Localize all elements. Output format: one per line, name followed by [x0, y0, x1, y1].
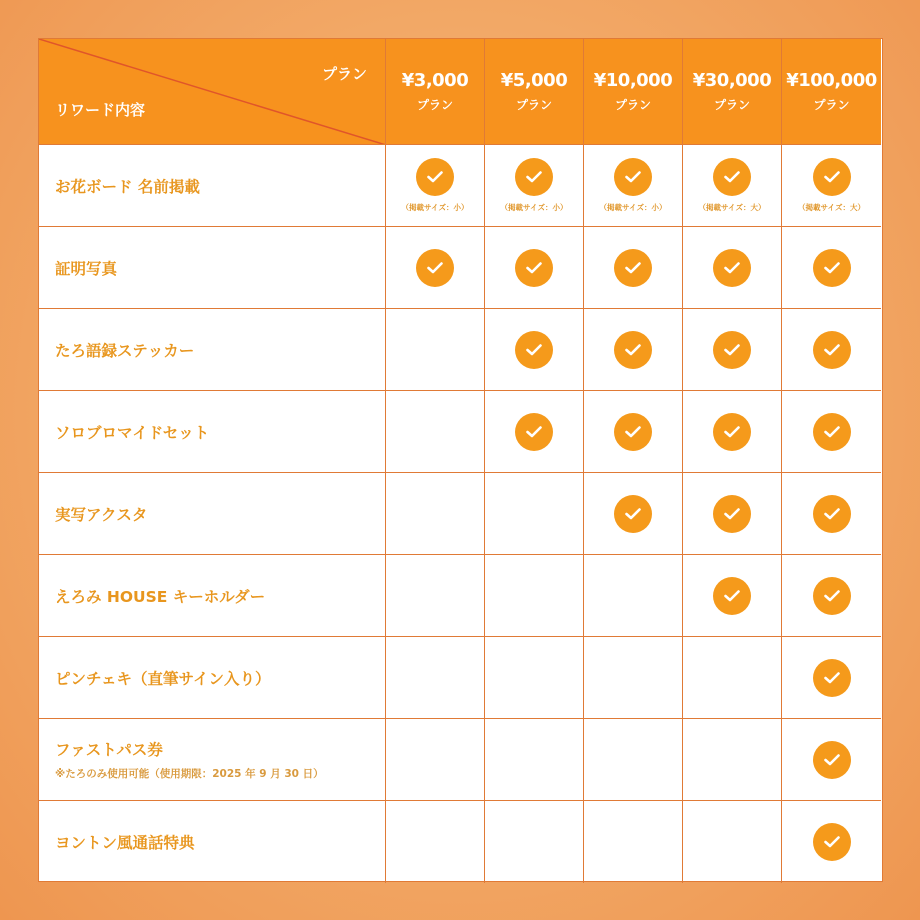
plan-cell: [485, 391, 584, 473]
plan-cell: [386, 473, 485, 555]
plan-cell: [386, 801, 485, 883]
check-circle-icon: [713, 331, 751, 369]
check-circle-icon: [416, 249, 454, 287]
check-circle-icon: [813, 577, 851, 615]
plan-price: ¥100,000: [786, 69, 877, 91]
plan-label: プラン: [416, 97, 453, 112]
reward-item: [39, 801, 386, 883]
plan-cell: [782, 309, 881, 391]
size-note: （掲載サイズ：大）: [698, 203, 766, 212]
plan-label: プラン: [713, 97, 750, 112]
plan-cell: [683, 637, 782, 719]
plan-cell: [386, 555, 485, 637]
plan-cell: [683, 145, 782, 227]
reward-name: ピンチェキ（直筆サイン入り）: [55, 669, 271, 688]
reward-item: [39, 391, 386, 473]
reward-plan-table: [38, 38, 883, 882]
reward-item: [39, 719, 386, 801]
plan-price: ¥30,000: [692, 69, 772, 91]
plan-cell: [386, 637, 485, 719]
check-circle-icon: [515, 331, 553, 369]
reward-item: [39, 637, 386, 719]
check-circle-icon: [813, 158, 851, 196]
check-circle-icon: [713, 249, 751, 287]
plan-cell: [386, 227, 485, 309]
plan-cell: [485, 145, 584, 227]
reward-note: ※たろのみ使用可能（使用期限：2025 年 9 月 30 日）: [55, 768, 324, 780]
size-note: （掲載サイズ：大）: [798, 203, 865, 212]
plan-cell: [782, 145, 881, 227]
plan-header-3: [584, 39, 683, 145]
plan-cell: [683, 473, 782, 555]
check-circle-icon: [614, 331, 652, 369]
plan-header-1: [386, 39, 485, 145]
check-circle-icon: [813, 495, 851, 533]
plan-cell: [584, 145, 683, 227]
reward-item: [39, 555, 386, 637]
check-circle-icon: [614, 158, 652, 196]
plan-cell: [584, 473, 683, 555]
check-circle-icon: [713, 495, 751, 533]
plan-cell: [584, 555, 683, 637]
plan-cell: [485, 801, 584, 883]
plan-cell: [386, 391, 485, 473]
plan-cell: [683, 309, 782, 391]
plan-header-2: [485, 39, 584, 145]
reward-item: [39, 309, 386, 391]
plan-cell: [584, 719, 683, 801]
plan-cell: [683, 801, 782, 883]
plan-price: ¥5,000: [500, 69, 568, 91]
reward-name: ファストパス券: [55, 741, 163, 759]
check-circle-icon: [713, 158, 751, 196]
plan-cell: [485, 637, 584, 719]
reward-name: ヨントン風通話特典: [55, 834, 195, 852]
plan-price: ¥10,000: [593, 69, 673, 91]
plan-axis-label: プラン: [321, 65, 367, 83]
plan-price: ¥3,000: [401, 69, 469, 91]
diagonal-divider: [39, 39, 386, 145]
plan-cell: [386, 719, 485, 801]
size-note: （掲載サイズ：小）: [401, 203, 469, 212]
check-circle-icon: [416, 158, 454, 196]
plan-cell: [782, 391, 881, 473]
plan-cell: [584, 801, 683, 883]
plan-cell: [782, 555, 881, 637]
reward-name: お花ボード 名前掲載: [55, 177, 200, 196]
plan-cell: [386, 145, 485, 227]
plan-header-5: [782, 39, 881, 145]
check-circle-icon: [813, 413, 851, 451]
plan-cell: [584, 227, 683, 309]
reward-axis-label: リワード内容: [55, 101, 146, 119]
reward-name: 実写アクスタ: [55, 505, 148, 524]
size-note: （掲載サイズ：小）: [599, 203, 667, 212]
plan-cell: [683, 719, 782, 801]
check-circle-icon: [515, 158, 553, 196]
plan-label: プラン: [515, 97, 552, 112]
plan-cell: [683, 227, 782, 309]
plan-cell: [782, 719, 881, 801]
table-corner-header: [39, 39, 386, 145]
plan-cell: [584, 391, 683, 473]
reward-name: ソロブロマイドセット: [55, 423, 210, 442]
plan-cell: [782, 473, 881, 555]
check-circle-icon: [813, 741, 851, 779]
check-circle-icon: [614, 413, 652, 451]
check-circle-icon: [813, 331, 851, 369]
check-circle-icon: [515, 413, 553, 451]
check-circle-icon: [713, 413, 751, 451]
plan-cell: [683, 555, 782, 637]
plan-header-4: [683, 39, 782, 145]
reward-name: たろ語録ステッカー: [55, 341, 195, 360]
plan-cell: [485, 473, 584, 555]
check-circle-icon: [713, 577, 751, 615]
plan-cell: [782, 227, 881, 309]
plan-label: プラン: [813, 97, 850, 112]
check-circle-icon: [813, 249, 851, 287]
plan-cell: [782, 801, 881, 883]
check-circle-icon: [614, 495, 652, 533]
size-note: （掲載サイズ：小）: [500, 203, 568, 212]
plan-cell: [584, 637, 683, 719]
check-circle-icon: [515, 249, 553, 287]
plan-cell: [584, 309, 683, 391]
plan-cell: [485, 227, 584, 309]
plan-label: プラン: [614, 97, 651, 112]
plan-cell: [782, 637, 881, 719]
reward-name: 証明写真: [55, 259, 118, 278]
reward-item: [39, 227, 386, 309]
plan-cell: [485, 555, 584, 637]
check-circle-icon: [813, 659, 851, 697]
plan-cell: [485, 719, 584, 801]
reward-name: えろみ HOUSE キーホルダー: [55, 587, 266, 606]
plan-cell: [683, 391, 782, 473]
check-circle-icon: [813, 823, 851, 861]
reward-item: [39, 145, 386, 227]
check-circle-icon: [614, 249, 652, 287]
reward-item: [39, 473, 386, 555]
plan-cell: [386, 309, 485, 391]
plan-cell: [485, 309, 584, 391]
